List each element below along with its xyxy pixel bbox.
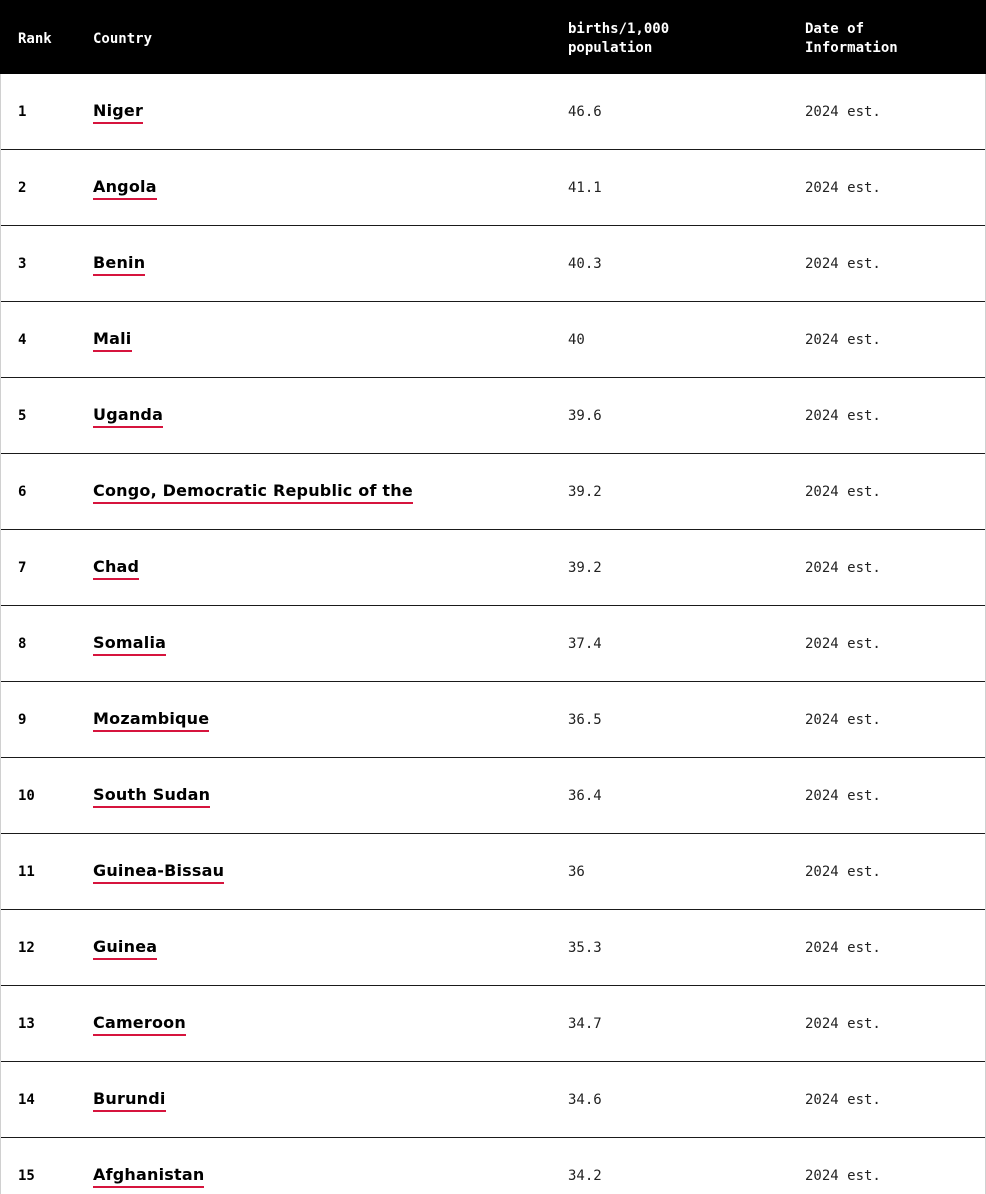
date-cell: 2024 est. — [805, 560, 881, 576]
country-link[interactable]: Afghanistan — [93, 1165, 204, 1188]
birth-rate-cell: 34.6 — [568, 1092, 602, 1108]
country-link[interactable]: Guinea-Bissau — [93, 861, 224, 884]
header-date-line2: Information — [805, 40, 898, 56]
country-link[interactable]: Mali — [93, 329, 132, 352]
birth-rate-cell: 40 — [568, 332, 585, 348]
birth-rate-cell: 39.2 — [568, 484, 602, 500]
rank-cell: 5 — [18, 408, 27, 424]
country-link[interactable]: Guinea — [93, 937, 157, 960]
header-country: Country — [93, 31, 153, 47]
rank-cell: 2 — [18, 180, 27, 196]
table-row — [0, 226, 986, 302]
country-link[interactable]: Benin — [93, 253, 145, 276]
country-link[interactable]: Cameroon — [93, 1013, 186, 1036]
date-cell: 2024 est. — [805, 180, 881, 196]
date-cell: 2024 est. — [805, 332, 881, 348]
date-cell: 2024 est. — [805, 408, 881, 424]
birth-rate-cell: 36.4 — [568, 788, 602, 804]
header-births-line1: births/1,000 — [568, 21, 670, 37]
table-row — [0, 302, 986, 378]
table-row — [0, 454, 986, 530]
table-row — [0, 910, 986, 986]
table-row — [0, 682, 986, 758]
table-header — [0, 0, 986, 74]
date-cell: 2024 est. — [805, 940, 881, 956]
table-row — [0, 834, 986, 910]
table-row — [0, 378, 986, 454]
date-cell: 2024 est. — [805, 1168, 881, 1184]
table-row — [0, 606, 986, 682]
country-link[interactable]: South Sudan — [93, 785, 210, 808]
header-date-line1: Date of — [805, 21, 865, 37]
birth-rate-cell: 41.1 — [568, 180, 602, 196]
rank-cell: 14 — [18, 1092, 35, 1108]
date-cell: 2024 est. — [805, 636, 881, 652]
birth-rate-cell: 36.5 — [568, 712, 602, 728]
table-row — [0, 986, 986, 1062]
table-row — [0, 150, 986, 226]
date-cell: 2024 est. — [805, 1092, 881, 1108]
birth-rate-cell: 36 — [568, 864, 585, 880]
rank-cell: 13 — [18, 1016, 35, 1032]
rank-cell: 10 — [18, 788, 35, 804]
country-link[interactable]: Mozambique — [93, 709, 209, 732]
country-link[interactable]: Burundi — [93, 1089, 166, 1112]
country-link[interactable]: Somalia — [93, 633, 166, 656]
table-row — [0, 1138, 986, 1194]
birth-rate-cell: 40.3 — [568, 256, 602, 272]
date-cell: 2024 est. — [805, 484, 881, 500]
rank-cell: 7 — [18, 560, 27, 576]
table-body — [0, 74, 986, 1194]
rank-cell: 12 — [18, 940, 35, 956]
rank-cell: 8 — [18, 636, 27, 652]
rank-cell: 15 — [18, 1168, 35, 1184]
rank-cell: 4 — [18, 332, 27, 348]
rank-cell: 6 — [18, 484, 27, 500]
header-births — [568, 20, 669, 58]
rank-cell: 11 — [18, 864, 35, 880]
country-link[interactable]: Congo, Democratic Republic of the — [93, 481, 413, 504]
rank-cell: 9 — [18, 712, 27, 728]
header-date — [805, 20, 898, 58]
birth-rate-cell: 39.6 — [568, 408, 602, 424]
date-cell: 2024 est. — [805, 104, 881, 120]
birth-rate-cell: 37.4 — [568, 636, 602, 652]
date-cell: 2024 est. — [805, 788, 881, 804]
table-left-border — [0, 74, 1, 1194]
country-link[interactable]: Niger — [93, 101, 143, 124]
rank-cell: 3 — [18, 256, 27, 272]
birth-rate-cell: 35.3 — [568, 940, 602, 956]
birth-rate-cell: 34.2 — [568, 1168, 602, 1184]
table-row — [0, 530, 986, 606]
header-rank: Rank — [18, 31, 52, 47]
header-births-line2: population — [568, 40, 653, 56]
country-link[interactable]: Uganda — [93, 405, 163, 428]
table-row — [0, 758, 986, 834]
table-row — [0, 74, 986, 150]
birth-rate-cell: 39.2 — [568, 560, 602, 576]
country-link[interactable]: Chad — [93, 557, 139, 580]
country-link[interactable]: Angola — [93, 177, 157, 200]
rank-cell: 1 — [18, 104, 27, 120]
date-cell: 2024 est. — [805, 712, 881, 728]
birth-rate-cell: 34.7 — [568, 1016, 602, 1032]
date-cell: 2024 est. — [805, 256, 881, 272]
birth-rate-cell: 46.6 — [568, 104, 602, 120]
table-row — [0, 1062, 986, 1138]
date-cell: 2024 est. — [805, 1016, 881, 1032]
date-cell: 2024 est. — [805, 864, 881, 880]
